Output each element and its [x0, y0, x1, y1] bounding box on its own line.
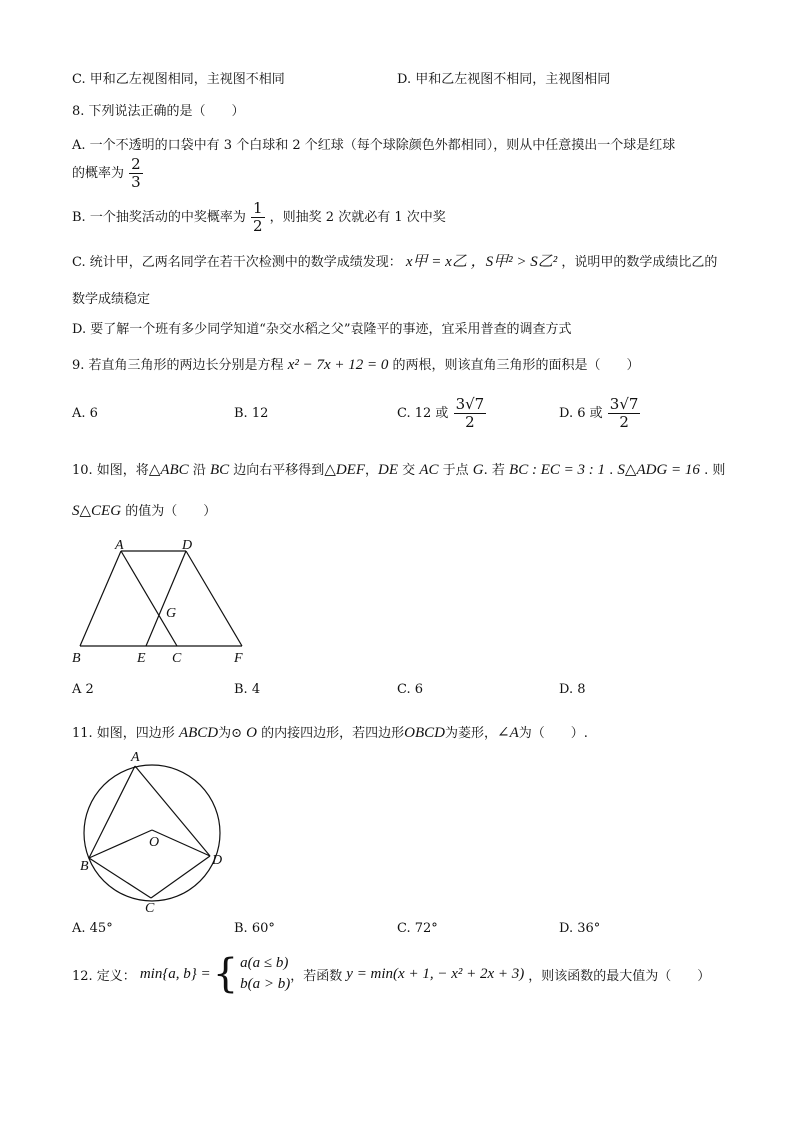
label-d: D	[182, 538, 193, 553]
q10-triangle-abc: △ABC	[148, 462, 189, 478]
q10-area-adg: S△ADG = 16	[617, 462, 700, 478]
q10-ratio: BC : EC = 3 : 1	[509, 462, 605, 478]
q8-option-c-line2: 数学成绩稳定	[72, 292, 151, 307]
q10-stem-text: 交	[402, 463, 416, 478]
q9-option-c-text: C. 12 或	[397, 406, 449, 421]
q8-option-a-line1: A. 一个不透明的口袋中有 3 个白球和 2 个红球（每个球除颜色外都相同），则从中任意摸出一个球是红球	[72, 138, 676, 153]
q11-quad-abcd: ABCD	[178, 725, 219, 741]
q12-case-2: b(a > b)	[240, 976, 291, 992]
q9-stem	[72, 354, 640, 374]
q11-option-b: B. 60°	[234, 921, 275, 936]
q9-option-a: A. 6	[72, 406, 98, 421]
q11-stem-text: 为⊙	[218, 726, 243, 741]
q8-option-a-text: 的概率为	[72, 166, 125, 181]
label-a: A	[131, 750, 140, 765]
q8-option-a-fraction	[129, 156, 143, 191]
fraction-numerator: 3√7	[609, 395, 639, 413]
q9-option-d	[559, 396, 641, 431]
fraction-numerator: 2	[131, 155, 141, 173]
q10-stem-text: 沿	[192, 463, 206, 478]
q11-option-c: C. 72°	[397, 921, 438, 936]
q10-stem-text: . 若	[483, 463, 505, 478]
circle-o	[84, 765, 223, 901]
q10-area-ceg: S△CEG	[72, 503, 122, 519]
segment-de	[146, 551, 186, 646]
q7-option-d: D. 甲和乙左视图不相同，主视图相同	[397, 72, 611, 87]
q12-brace: {	[212, 951, 239, 997]
q9-option-d-fraction	[608, 396, 641, 431]
q11-quad-obcd: OBCD	[404, 725, 446, 741]
label-o: O	[149, 835, 160, 850]
q9-option-d-text: D. 6 或	[559, 406, 603, 421]
q11-figure	[74, 746, 234, 914]
segment-bo	[89, 830, 152, 858]
q10-point-g: G	[472, 462, 484, 478]
q11-stem-text: 11. 如图，四边形	[72, 726, 175, 741]
q8-option-c-math: x甲 = x乙 ，S甲² > S乙²	[405, 254, 558, 270]
q9-option-b: B. 12	[234, 406, 269, 421]
q10-option-b: B. 4	[234, 682, 261, 697]
label-b: B	[80, 859, 89, 874]
q8-option-b-fraction	[251, 200, 265, 235]
label-c: C	[172, 651, 182, 666]
q10-stem-text: ，	[365, 463, 379, 478]
q10-stem-line1	[72, 459, 725, 479]
q11-circle-o: O	[246, 725, 258, 741]
q12-min-definition: min{a, b} =	[139, 965, 211, 982]
q9-option-c	[397, 396, 487, 431]
fraction-numerator: 1	[252, 199, 263, 217]
fraction-numerator: 3√7	[455, 395, 485, 413]
q12-function: y = min(x + 1, − x² + 2x + 3)	[346, 965, 525, 982]
segment-bc	[89, 858, 151, 898]
q8-option-a-line2	[72, 156, 144, 191]
q10-stem-text: .	[609, 463, 614, 478]
q11-stem	[72, 722, 588, 742]
q11-angle-a: ∠A	[497, 725, 519, 741]
q9-option-c-fraction	[454, 396, 487, 431]
q8-option-c-text: C. 统计甲，乙两名同学在若干次检测中的数学成绩发现：	[72, 255, 402, 270]
segment-cd	[151, 856, 210, 898]
label-f: F	[234, 651, 243, 666]
fraction-denominator: 3	[131, 173, 141, 191]
fraction-denominator: 2	[252, 217, 263, 235]
q10-option-a: A 2	[72, 682, 94, 697]
label-c: C	[145, 901, 155, 914]
q8-option-b	[72, 200, 446, 235]
segment-od	[152, 830, 210, 856]
q8-option-b-text-2: ，则抽奖 2 次就必有 1 次中奖	[269, 210, 446, 225]
segment-df	[186, 551, 242, 646]
q10-segment-bc: BC	[209, 462, 230, 478]
label-d: D	[212, 853, 223, 868]
label-a: A	[115, 538, 124, 553]
q10-segment-ac: AC	[419, 462, 439, 478]
q9-stem-text: 9. 若直角三角形的两边长分别是方程	[72, 358, 284, 373]
q12-stem-text-2: ，若函数	[290, 968, 343, 984]
q10-stem-text: 的值为（ ）	[125, 504, 217, 519]
segment-ab	[89, 766, 135, 858]
q8-option-d: D. 要了解一个班有多少同学知道“杂交水稻之父”袁隆平的事迹，宜采用普查的调查方式	[72, 322, 572, 337]
q11-stem-text: 为（ ）.	[518, 726, 588, 741]
q10-figure	[66, 534, 266, 668]
q12-cases	[240, 953, 290, 995]
q8-option-b-text: B. 一个抽奖活动的中奖概率为	[72, 210, 246, 225]
q10-stem-text: 10. 如图，将	[72, 463, 149, 478]
q11-option-d: D. 36°	[559, 921, 601, 936]
label-g: G	[166, 606, 177, 621]
label-b: B	[72, 651, 81, 666]
q12-stem-text: 12. 定义：	[72, 968, 136, 984]
q10-triangle-def: △DEF	[324, 462, 366, 478]
q10-option-c: C. 6	[397, 682, 424, 697]
q11-stem-text: 的内接四边形，若四边形	[261, 726, 405, 741]
q8-option-c-text-2: ，说明甲的数学成绩比乙的	[561, 255, 718, 270]
q11-option-a: A. 45°	[72, 921, 113, 936]
fraction-denominator: 2	[465, 413, 475, 431]
q10-segment-de: DE	[378, 462, 399, 478]
q10-stem-text: 于点	[442, 463, 469, 478]
segment-ab	[80, 551, 121, 646]
q8-option-c-line1	[72, 250, 717, 271]
q10-stem-text: . 则	[704, 463, 726, 478]
q10-stem-line2	[72, 500, 216, 520]
q9-stem-text-2: 的两根，则该直角三角形的面积是（ ）	[392, 358, 640, 373]
q11-stem-text: 为菱形，	[445, 726, 498, 741]
q12-stem-text-3: ，则该函数的最大值为（ ）	[528, 968, 711, 984]
q9-equation: x² − 7x + 12 = 0	[287, 357, 389, 373]
q8-stem: 8. 下列说法正确的是（ ）	[72, 104, 245, 119]
q12-stem	[72, 952, 710, 996]
segment-ad	[135, 766, 210, 856]
fraction-denominator: 2	[619, 413, 629, 431]
q7-option-c: C. 甲和乙左视图相同，主视图不相同	[72, 72, 285, 87]
label-e: E	[137, 651, 146, 666]
q10-option-d: D. 8	[559, 682, 586, 697]
segment-ac	[121, 551, 177, 646]
q10-stem-text: 边向右平移得到	[233, 463, 325, 478]
q12-case-1: a(a ≤ b)	[240, 955, 289, 971]
